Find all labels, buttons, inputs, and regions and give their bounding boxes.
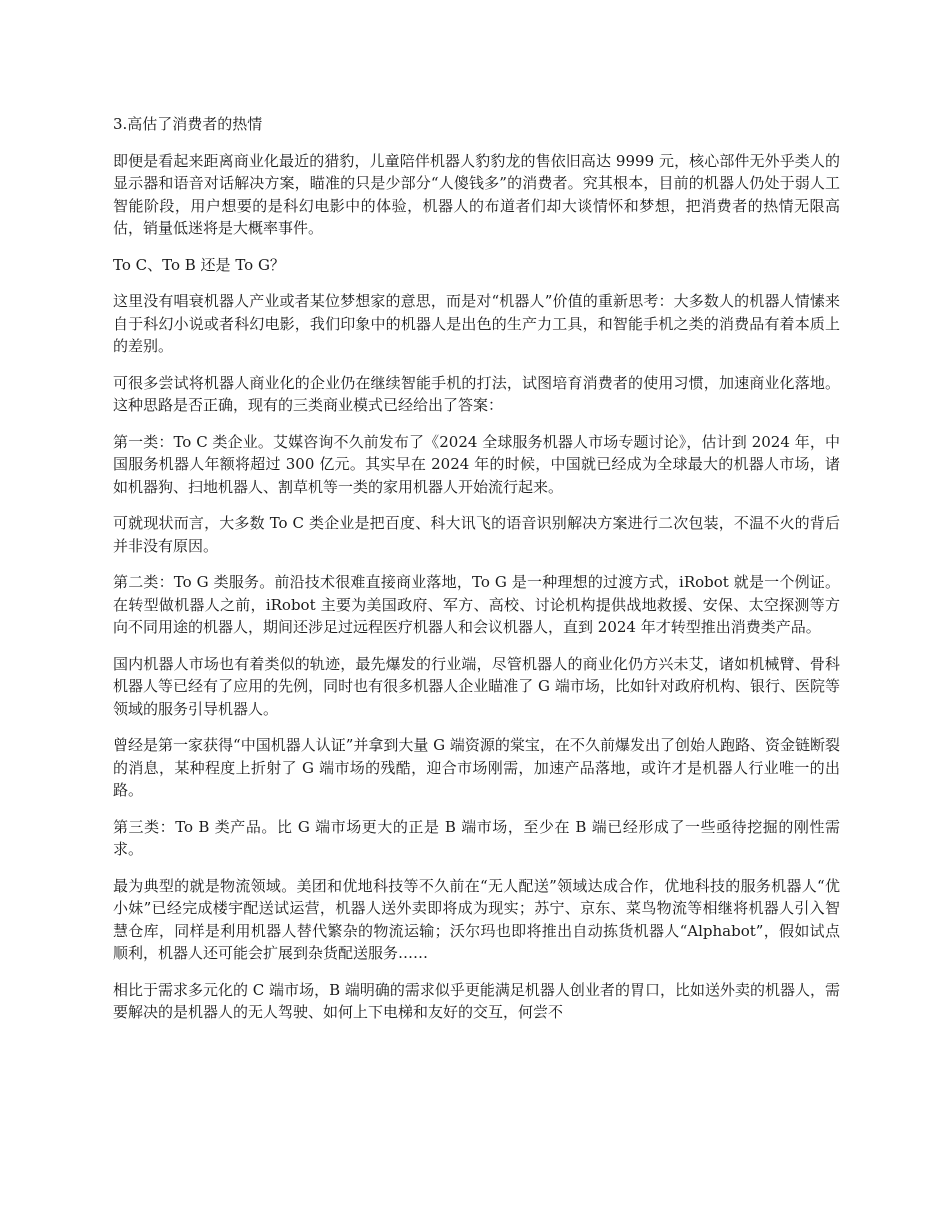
paragraph: 可就现状而言，大多数 To C 类企业是把百度、科大讯飞的语音识别解决方案进行二次包装，不温不火的背后并非没有原因。 [113, 514, 840, 555]
paragraph: 第二类：To G 类服务。前沿技术很难直接商业落地，To G 是一种理想的过渡方式，iRobot 就是一个例证。在转型做机器人之前，iRobot 主要为美国政府、军方、高校、讨论机构提供战地救援、安保、太空探测等方向不同用途的机器人，期间还涉足过远程医疗机器人和会议机器人，直到 2024 年才转型推出消费类产品。 [113, 573, 840, 636]
paragraph: 曾经是第一家获得“中国机器人认证”并拿到大量 G 端资源的棠宝，在不久前爆发出了创始人跑路、资金链断裂的消息，某种程度上折射了 G 端市场的残酷，迎合市场刚需，加速产品落地，或许才是机器人行业唯一的出路。 [113, 736, 840, 799]
paragraph: 相比于需求多元化的 C 端市场，B 端明确的需求似乎更能满足机器人创业者的胃口，比如送外卖的机器人，需要解决的是机器人的无人驾驶、如何上下电梯和友好的交互，何尝不 [113, 980, 840, 1021]
paragraph: 可很多尝试将机器人商业化的企业仍在继续智能手机的打法，试图培育消费者的使用习惯，加速商业化落地。这种思路是否正确，现有的三类商业模式已经给出了答案： [113, 373, 840, 414]
paragraph: 即便是看起来距离商业化最近的猎豹，儿童陪伴机器人豹豹龙的售依旧高达 9999 元，核心部件无外乎类人的显示器和语音对话解决方案，瞄准的只是少部分“人傻钱多”的消费者。究其根本，目前的机器人仍处于弱人工智能阶段，用户想要的是科幻电影中的体验，机器人的布道者们却大谈情怀和梦想，把消费者的热情无限高估，销量低迷将是大概率事件。 [113, 151, 840, 237]
paragraph: 最为典型的就是物流领域。美团和优地科技等不久前在“无人配送”领域达成合作，优地科技的服务机器人“优小妹”已经完成楼宇配送试运营，机器人送外卖即将成为现实；苏宁、京东、菜鸟物流等相继将机器人引入智慧仓库，同样是利用机器人替代繁杂的物流运输；沃尔玛也即将推出自动拣货机器人“Alphabot”，假如试点顺利，机器人还可能会扩展到杂货配送服务…… [113, 876, 840, 962]
paragraph: 第一类：To C 类企业。艾媒咨询不久前发布了《2024 全球服务机器人市场专题讨论》，估计到 2024 年，中国服务机器人年额将超过 300 亿元。其实早在 2024 年的时候，中国就已经成为全球最大的机器人市场，诸如机器狗、扫地机器人、割草机等一类的家用机器人开始流行起来。 [113, 432, 840, 496]
paragraph: 这里没有唱衰机器人产业或者某位梦想家的意思，而是对“机器人”价值的重新思考：大多数人的机器人情愫来自于科幻小说或者科幻电影，我们印象中的机器人是出色的生产力工具，和智能手机之类的消费品有着本质上的差别。 [113, 292, 840, 355]
section-heading: To C、To B 还是 To G？ [113, 255, 285, 274]
paragraph: 国内机器人市场也有着类似的轨迹，最先爆发的行业端，尽管机器人的商业化仍方兴未艾，诸如机械臂、骨科机器人等已经有了应用的先例，同时也有很多机器人企业瞄准了 G 端市场，比如针对政府机构、银行、医院等领域的服务引导机器人。 [113, 654, 840, 718]
section-heading: 3.高估了消费者的热情 [113, 115, 263, 133]
paragraph: 第三类：To B 类产品。比 G 端市场更大的正是 B 端市场，至少在 B 端已经形成了一些亟待挖掘的刚性需求。 [113, 817, 840, 858]
document-body [113, 113, 840, 1038]
